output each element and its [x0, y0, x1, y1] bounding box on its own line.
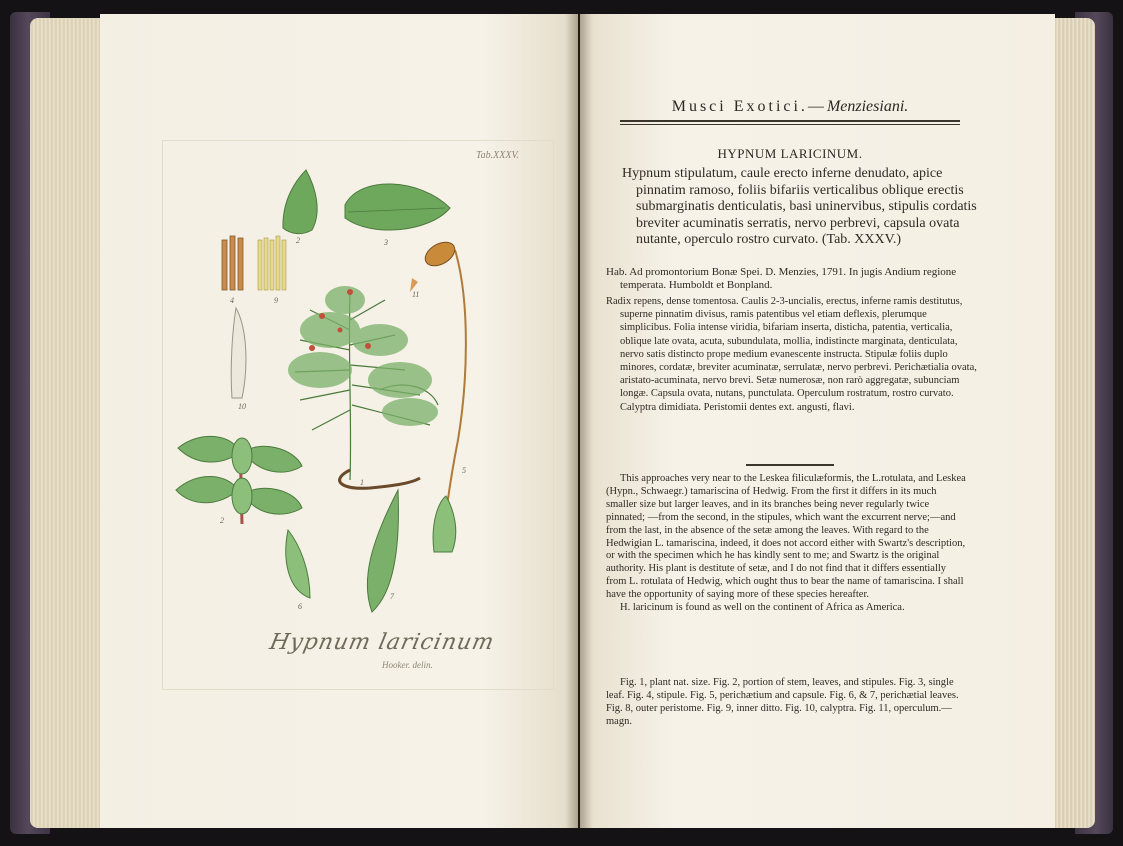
- section-divider: [746, 464, 834, 466]
- plate-number: Tab.XXXV.: [476, 150, 519, 161]
- figure-legend: Fig. 1, plant nat. size. Fig. 2, portion of stem, leaves, and stipules. Fig. 3, single leaf. Fig. 4, stipule. Fig. 5, perichætium and capsule. Fig. 6, & 7, perichætial leaves. Fig. 8, outer peristome. Fig. 9, inner ditto. Fig. 10, calyptra. Fig. 11, operculum.—magn.: [606, 677, 959, 727]
- gutter: [566, 14, 592, 828]
- header-rule: [620, 120, 960, 122]
- figure-number: 2: [220, 516, 224, 525]
- stem-with-leaves-fig-2: [176, 436, 302, 524]
- perichaetial-leaf-fig-6: [286, 530, 310, 598]
- calyptra-fig-10: [231, 308, 246, 398]
- description-paragraph: Radix repens, dense tomentosa. Caulis 2-3-uncialis, erectus, inferne ramis destitutus, superne pinnatim divisus, ramis patentibus vel etiam deflexis, plerumque simplicibus. Folia intense viridia, bifariam inserta, disticha, patentia, verticalia, oblique late ovata, acuta, subundulata, mollia, indistincte marginata, denticulata, nervo satis distincto prope medium evanescente instructa. Stipulæ foliis duplo minores, cordatæ, breviter acuminatæ, serrulatæ, nervo perbrevi. Perichætialia ovata, aristato-acuminata, nervo brevi. Setæ numerosæ, non rarò aggregatæ, subunciam longæ. Capsula ovata, nutans, punctulata. Operculum rostratum, rostro curvato. Calyptra dimidiata. Peristomii dentes ext. angusti, flavi.: [606, 296, 977, 413]
- figure-number: 3: [384, 238, 388, 247]
- seta: [445, 250, 466, 520]
- habitat-paragraph: Hab. Ad promontorium Bonæ Spei. D. Menzies, 1791. In jugis Andium regione temperata. Humboldt et Bonpland.: [606, 266, 957, 291]
- figure-number: 6: [298, 602, 302, 611]
- leaf-fig-2a: [283, 170, 317, 234]
- moss-roots: [340, 470, 420, 488]
- perichaetium-fig-5: [433, 496, 456, 552]
- notes-paragraph: This approaches very near to the Leskea filiculæformis, the L.rotulata, and Leskea (Hypn., Schwaegr.) tamariscina of Hedwig. From the first it differs in its much smaller size but larger leaves, and in its branches being never regularly twice pinnated; —from the second, in the stipules, which want the excurrent nerve;—and from the last, in the absence of the setæ among the leaves. With regard to the Hedwigian L. tamariscina, indeed, it does not accord either with Swartz's description, or with the specimen which he has kindly sent to me; and Swartz is the original authority. His plant is destitute of setæ, and I do not find that it differs essentially from L. rotulata of Hedwig, which ought thus to bear the name of tamariscina. I shall have the opportunity of saying more of these species hereafter.: [606, 473, 966, 601]
- figure-number: 7: [390, 592, 394, 601]
- figure-number: 5: [462, 466, 466, 475]
- capsule: [421, 237, 459, 270]
- header-rule-thin: [620, 124, 960, 125]
- diagnosis-paragraph: Hypnum stipulatum, caule erecto inferne denudato, apice pinnatim ramoso, foliis bifariis verticalibus oblique erectis submarginatis denticulatis, basi uninervibus, stipulis cordatis breviter acuminatis serratis, nervo perbrevi, capsula ovata nutante, operculo rostro curvato. (Tab. XXXV.): [622, 166, 977, 247]
- figure-number: 2: [296, 236, 300, 245]
- notes-section: [606, 473, 966, 615]
- species-title: HYPNUM LARICINUM.: [717, 146, 863, 161]
- leaf-fig-3: [345, 184, 450, 230]
- running-head-title: Musci Exotici.—: [671, 98, 827, 115]
- figure-number: 4: [230, 296, 234, 305]
- figure-number: 10: [238, 402, 246, 411]
- moss-foliage: [288, 286, 438, 426]
- figure-number: 1: [360, 478, 364, 487]
- figure-number: 9: [274, 296, 278, 305]
- stipules-fig-4: [222, 236, 243, 290]
- distribution-paragraph: H. laricinum is found as well on the continent of Africa as America.: [620, 602, 905, 614]
- peristome-fig-9: [258, 236, 286, 290]
- figure-number: 11: [412, 290, 420, 299]
- plate-credit: Hooker. delin.: [382, 660, 433, 670]
- running-head: [620, 98, 960, 116]
- running-head-subtitle: Menziesiani.: [826, 98, 909, 115]
- plate-title: Hypnum laricinum: [267, 630, 497, 655]
